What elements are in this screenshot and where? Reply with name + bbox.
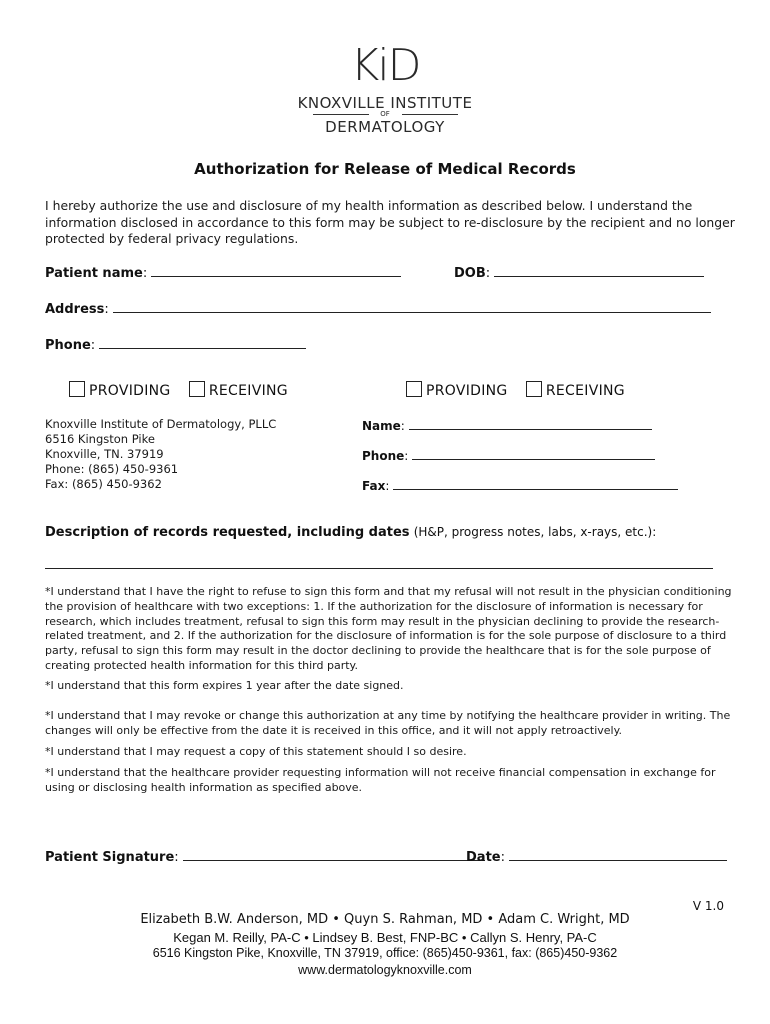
clinic-phone: Phone: (865) 450-9361	[45, 462, 179, 476]
note-refusal: *I understand that I have the right to refuse to sign this form and that my refusal will not result in the physician conditioning the provision of healthcare with two exceptions: 1. If the authorization for the disclosure of information is necessary for research, which includes treatment, refusal to sign this form may result in the physician declining to provide the research-related treatment, and 2. If the authorization for the disclosure of information is for the sole purpose of disclosure to a third party, refusal to sign this form may result in the doctor declining to provide the healthcare that is for the sole purpose of creating protected health information for this third party.	[45, 585, 732, 672]
note-revoke: *I understand that I may revoke or change this authorization at any time by notifying the healthcare provider in writing. The changes will only be effective from the date it is received in this office, and it will not apply retroactively.	[45, 709, 731, 737]
intro-paragraph: I hereby authorize the use and disclosure of my health information as described below. I understand the information disclosed in accordance to this form may be subject to re-disclosure by the recipient and no longer protected by federal privacy regulations.	[45, 198, 735, 246]
footer-address: 6516 Kingston Pike, Knoxville, TN 37919, office: (865)450-9361, fax: (865)450-9362	[152, 946, 618, 960]
logo-of-text: OF	[380, 110, 390, 118]
footer-providers: Kegan M. Reilly, PA-C • Lindsey B. Best, FNP-BC • Callyn S. Henry, PA-C	[173, 930, 597, 945]
description-hint: (H&P, progress notes, labs, x-rays, etc.):	[413, 525, 657, 539]
description-label: Description of records requested, including dates	[45, 525, 410, 540]
note-copy: *I understand that I may request a copy of this statement should I so desire.	[45, 745, 467, 758]
patient-name-row: Patient name:	[45, 264, 401, 281]
clinic-street: 6516 Kingston Pike	[45, 432, 155, 446]
clinic-address-block	[45, 417, 276, 492]
logo-dermatology-text: DERMATOLOGY	[325, 118, 445, 136]
date-row: Date:	[466, 848, 727, 865]
description-row	[45, 525, 656, 540]
address-field[interactable]	[113, 300, 711, 313]
logo-mark: KiD	[350, 40, 420, 91]
dob-label: DOB	[454, 266, 486, 281]
address-row: Address:	[45, 300, 711, 317]
other-phone-row: Phone:	[362, 447, 655, 463]
right-receiving-label: RECEIVING	[545, 383, 625, 399]
other-name-label: Name	[362, 419, 401, 433]
description-field[interactable]	[45, 558, 713, 569]
other-name-field[interactable]	[409, 417, 652, 430]
address-label: Address	[45, 302, 105, 317]
signature-row: Patient Signature:	[45, 848, 485, 865]
right-providing-checkbox[interactable]	[406, 381, 422, 397]
right-checkbox-group	[406, 381, 625, 399]
patient-name-field[interactable]	[151, 264, 401, 277]
left-providing-label: PROVIDING	[89, 383, 171, 399]
footer-physicians: Elizabeth B.W. Anderson, MD • Quyn S. Rahman, MD • Adam C. Wright, MD	[140, 912, 630, 927]
phone-label: Phone	[45, 338, 91, 353]
left-receiving-checkbox[interactable]	[189, 381, 205, 397]
logo-rule-right	[402, 114, 458, 115]
date-field[interactable]	[509, 848, 727, 861]
left-providing-checkbox[interactable]	[69, 381, 85, 397]
logo-institute-text: KNOXVILLE INSTITUTE	[297, 94, 473, 112]
dob-row: DOB:	[454, 264, 704, 281]
other-fax-field[interactable]	[393, 477, 678, 490]
signature-field[interactable]	[183, 848, 485, 861]
date-label: Date	[466, 850, 501, 865]
left-checkbox-group	[69, 381, 288, 399]
clinic-fax: Fax: (865) 450-9362	[45, 477, 162, 491]
other-phone-label: Phone	[362, 449, 405, 463]
note-expiration: *I understand that this form expires 1 year after the date signed.	[45, 679, 404, 692]
other-phone-field[interactable]	[412, 447, 655, 460]
clinic-name: Knoxville Institute of Dermatology, PLLC	[45, 417, 277, 431]
right-receiving-checkbox[interactable]	[526, 381, 542, 397]
version-label: V 1.0	[692, 899, 724, 913]
phone-field[interactable]	[99, 336, 306, 349]
left-receiving-label: RECEIVING	[208, 383, 288, 399]
clinic-city: Knoxville, TN. 37919	[45, 447, 164, 461]
right-providing-label: PROVIDING	[426, 383, 508, 399]
patient-name-label: Patient name	[45, 266, 143, 281]
other-fax-row: Fax:	[362, 477, 678, 493]
other-fax-label: Fax	[362, 479, 386, 493]
page-title: Authorization for Release of Medical Records	[194, 160, 576, 178]
phone-row: Phone:	[45, 336, 306, 353]
other-name-row: Name:	[362, 417, 652, 433]
signature-label: Patient Signature	[45, 850, 175, 865]
dob-field[interactable]	[494, 264, 704, 277]
footer-website: www.dermatologyknoxville.com	[298, 963, 472, 977]
note-compensation: *I understand that the healthcare provider requesting information will not receive financial compensation in exchange for using or disclosing health information as specified above.	[45, 766, 716, 794]
